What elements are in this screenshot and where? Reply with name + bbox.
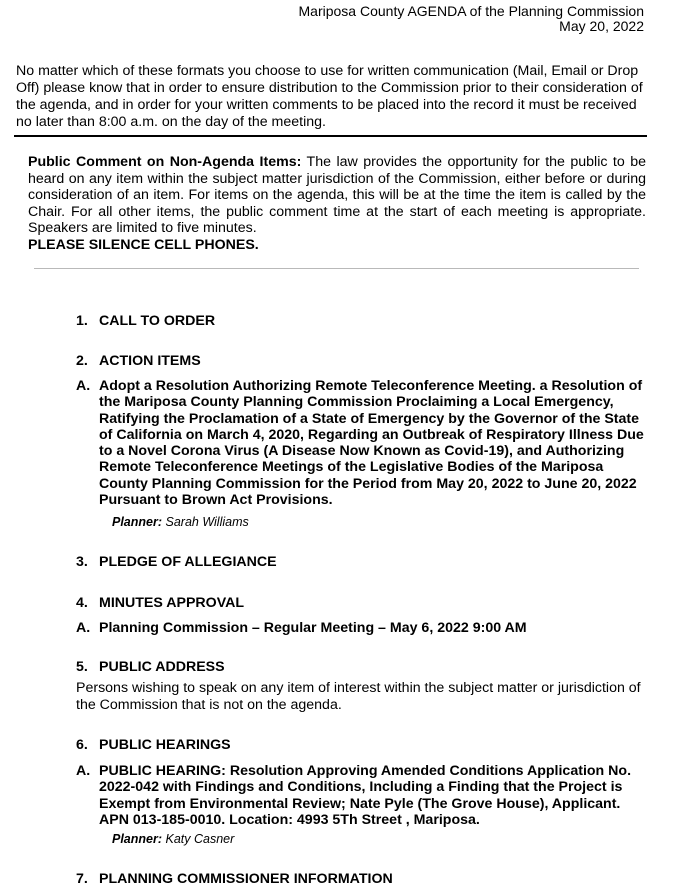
agenda-item-minutes-approval: [76, 595, 244, 612]
item-number: 6.: [76, 737, 88, 753]
planner-name: Sarah Williams: [165, 515, 249, 529]
item-number: 4.: [76, 595, 88, 611]
public-comment-heading: Public Comment on Non-Agenda Items:: [28, 154, 302, 170]
public-comment-block: [28, 154, 646, 253]
item-letter: A.: [76, 620, 91, 636]
item-number: 5.: [76, 659, 88, 675]
planner-name: Katy Casner: [165, 832, 235, 846]
agenda-item-call-to-order: [76, 313, 215, 330]
silence-phones-notice: PLEASE SILENCE CELL PHONES.: [28, 236, 259, 253]
item-letter: A.: [76, 763, 91, 779]
item-title: PUBLIC ADDRESS: [99, 659, 225, 675]
header-title: Mariposa County AGENDA of the Planning Commission: [298, 3, 644, 19]
action-item-a-text: Adopt a Resolution Authorizing Remote Teleconference Meeting. a Resolution of the Mariposa County Planning Commission Proclaiming a Local Emergency, Ratifying the Proclamation of a State of Emergency by the Governor of the State of California on March 4, 2020, Regarding an Outbreak of Respiratory Illness Due to a Novel Corona Virus (A Disease Now Known as Covid-19), and Authorizing Remote Teleconference Meetings of the Legislative Bodies of the Mariposa County Planning Commission for the Period from May 20, 2022 to June 20, 2022 Pursuant to Brown Act Provisions.: [99, 378, 644, 509]
written-communication-notice: No matter which of these formats you choose to use for written communication (Mail, Email or Drop Off) please know that in order to ensure distribution to the Commission prior to their consideration of the agenda, and in order for your written comments to be placed into the record it must be received no later than 8:00 a.m. on the day of the meeting.: [16, 63, 643, 130]
planner-credit: [112, 515, 249, 529]
agenda-item-public-address: [76, 659, 225, 676]
action-item-a: [76, 378, 650, 508]
planner-label: Planner:: [112, 515, 163, 529]
item-title: CALL TO ORDER: [99, 313, 216, 329]
public-address-body: Persons wishing to speak on any item of interest within the subject matter or jurisdiction of the Commission that is not on the agenda.: [76, 680, 641, 713]
planner-label: Planner:: [112, 832, 163, 846]
item-number: 2.: [76, 353, 88, 369]
divider-light: [34, 268, 639, 269]
public-hearing-item-a-text: PUBLIC HEARING: Resolution Approving Amended Conditions Application No. 2022-042 with Findings and Conditions, Including a Finding that the Project is Exempt from Environmental Review; Nate Pyle (The Grove House), Applicant. APN 013-185-0010. Location: 4993 5Th Street , Mariposa.: [99, 763, 632, 828]
agenda-item-commissioner-info: [76, 871, 393, 888]
page-header: [299, 4, 645, 34]
item-number: 1.: [76, 313, 88, 329]
item-title: PUBLIC HEARINGS: [99, 737, 231, 753]
minutes-item-a-text: Planning Commission – Regular Meeting – May 6, 2022 9:00 AM: [99, 620, 527, 636]
header-date: May 20, 2022: [559, 18, 644, 34]
minutes-item-a: [76, 620, 650, 636]
item-letter: A.: [76, 378, 91, 394]
item-title: PLEDGE OF ALLEGIANCE: [99, 554, 277, 570]
divider-heavy: [14, 135, 647, 137]
agenda-item-pledge: [76, 554, 277, 571]
public-comment-body: The law provides the opportunity for the public to be heard on any item within the subject matter jurisdiction of the Commission, either before or during consideration of an item. For items on the agenda, this will be at the time the item is called by the Chair. For all other items, the public comment time at the start of each meeting is appropriate. Speakers are limited to five minutes.: [28, 154, 647, 236]
public-hearing-item-a: [76, 763, 652, 828]
item-number: 7.: [76, 871, 88, 887]
item-title: MINUTES APPROVAL: [99, 595, 245, 611]
agenda-item-action-items: [76, 353, 201, 370]
item-number: 3.: [76, 554, 88, 570]
agenda-item-public-hearings: [76, 737, 231, 754]
planner-credit: [112, 832, 234, 846]
item-title: PLANNING COMMISSIONER INFORMATION: [99, 871, 393, 887]
item-title: ACTION ITEMS: [99, 353, 201, 369]
